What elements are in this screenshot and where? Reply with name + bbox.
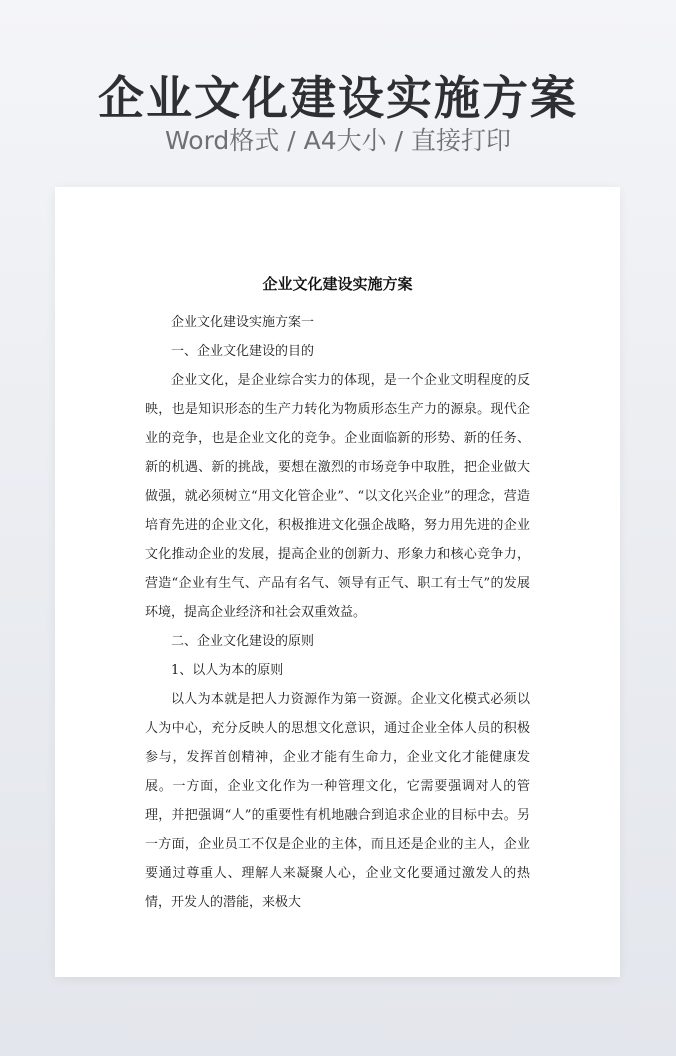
body-paragraph: 企业文化，是企业综合实力的体现，是一个企业文明程度的反映，也是知识形态的生产力转化为物质形态生产力的源泉。现代企业的竞争，也是企业文化的竞争。企业面临新的形势、新的任务、新的机遇、新的挑战，要想在激烈的市场竞争中取胜，把企业做大做强，就必须树立“用文化管企业”、“以文化兴企业”的理念，营造培育先进的企业文化，积极推进文化强企战略，努力用先进的企业文化推动企业的发展，提高企业的创新力、形象力和核心竞争力，营造“企业有生气、产品有名气、领导有正气、职工有士气”的发展环境，提高企业经济和社会双重效益。 [145,373,530,620]
document-body [145,308,530,917]
banner-title: 企业文化建设实施方案 [98,71,578,125]
section-heading: 一、企业文化建设的目的 [171,344,315,359]
section-heading: 企业文化建设实施方案一 [171,315,315,330]
banner-subtitle: Word格式 / A4大小 / 直接打印 [165,126,511,155]
section-heading: 1、以人为本的原则 [171,663,284,678]
section-heading: 二、企业文化建设的原则 [171,634,315,649]
document-title: 企业文化建设实施方案 [262,275,413,293]
document-page [55,187,620,977]
body-paragraph: 以人为本就是把人力资源作为第一资源。企业文化模式必须以人为中心，充分反映人的思想文化意识，通过企业全体人员的积极参与，发挥首创精神，企业才能有生命力，企业文化才能健康发展。一方面，企业文化作为一种管理文化，它需要强调对人的管理，并把强调“人”的重要性有机地融合到追求企业的目标中去。另一方面，企业员工不仅是企业的主体，而且还是企业的主人，企业要通过尊重人、理解人来凝聚人心，企业文化要通过激发人的热情，开发人的潜能，来极大 [145,692,530,910]
